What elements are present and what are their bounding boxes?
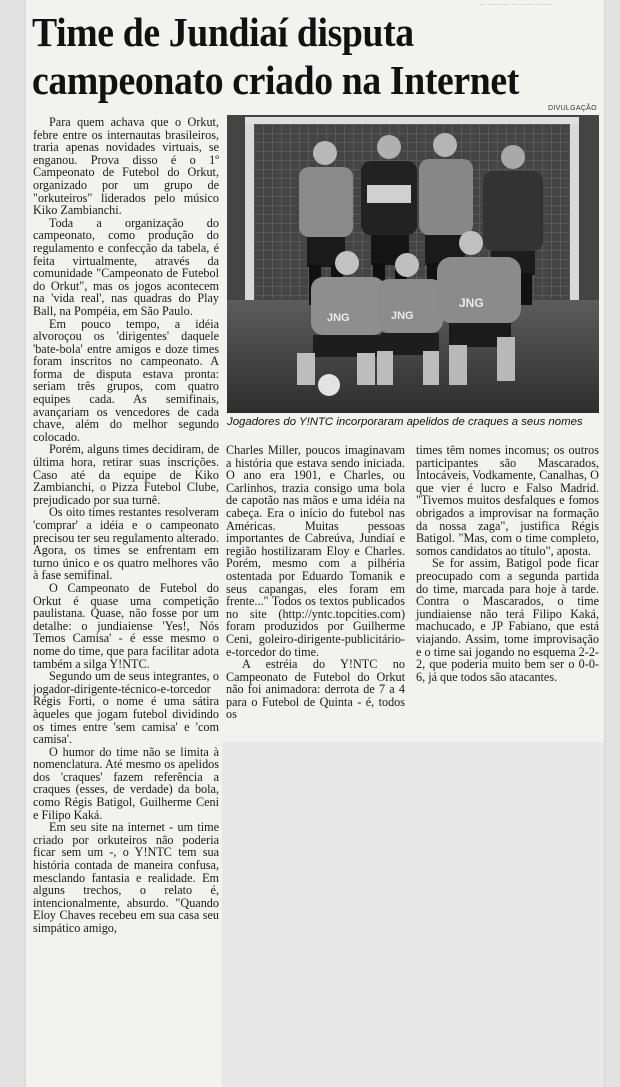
headline-line-2: campeonato criado na Internet <box>32 57 519 103</box>
paragraph: Segundo um de seus integrantes, o jogador-dirigente-técnico-e-torcedor Régis Forti, o nome é uma sátira àqueles que jogam futebol dividindo os times entre 'sem camisa' e 'com camisa'. <box>33 669 219 747</box>
article-column-3 <box>416 444 599 683</box>
jersey-logo: JNG <box>327 312 350 324</box>
paragraph: Charles Miller, poucos imaginavam a história que estava sendo iniciada. O ano era 1901, e Charles, ou Carlinhos, trazia consigo uma bola de capotão nas mãos e uma idéia na cabeça. Era o início do futebol nas Américas. Muitas pessoas importantes de Cabreúva, Jundiaí e região hostilizaram Eloy e Charles. Porém, mesmo com a pilhéria ostentada por Eduardo Tomanik e seus capangas, eles foram em frente..." Todos os textos publicados no site (http://yntc.topcities.com) foram produzidos por Guilherme Ceni, goleiro-dirigente-publicitário-e-torcedor do time. <box>226 443 405 659</box>
photo-credit: DIVULGAÇÃO <box>548 105 597 112</box>
paragraph: Para quem achava que o Orkut, febre entre os internautas brasileiros, traria apenas novidades virtuais, se enganou. Prova disso é o 1º Campeonato de Futebol do Orkut, organizado por um grupo de "orkuteiros" liderados pelo músico Kiko Zambianchi. <box>33 116 219 218</box>
paragraph: times têm nomes incomus; os outros participantes são Mascarados, Intocáveis, Vodkamente, Canalhas, O que vier é lucro e Falso Madrid. "Tivemos muitos desfalques e fomos obrigados a improvisar na formação da nossa zaga", justifica Régis Batigol. "Mas, com o time completo, somos candidatos ao título", aposta. <box>416 443 599 558</box>
headline <box>32 8 547 104</box>
team-photo-illustration <box>227 115 599 413</box>
blank-area <box>222 742 604 1087</box>
paragraph: Os oito times restantes resolveram 'comprar' a idéia e o campeonato precisou ter seu regulamento alterado. Agora, os times se enfrentam em turno único e os quatro melhores vão à fase semifinal. <box>33 505 219 583</box>
paragraph: Porém, alguns times decidiram, de última hora, retirar suas inscrições. Caso até da equipe de Kiko Zambianchi, o Pizza Futebol Clube, prejudicado por sua turnê. <box>33 442 219 507</box>
paragraph: O Campeonato de Futebol do Orkut é quase uma competição paulistana. Quase, não fosse por um detalhe: o jundiaiense 'Yes!, Nós Temos Camisa' - é esse mesmo o nome do time, que para facilitar adota também a silga Y!NTC. <box>33 580 219 671</box>
jersey-logo: JNG <box>459 296 484 310</box>
paragraph: O humor do time não se limita à nomenclatura. Até mesmo os apelidos dos 'craques' fazem referência a craques (esses, de verdade) da bola, como Régis Batigol, Guilherme Ceni e Filipo Kaká. <box>33 744 219 822</box>
goal-post-right <box>570 117 579 302</box>
paragraph: Toda a organização do campeonato, como produção do regulamento e confecção da tabela, é feita virtualmente, através da comunidade "Campeonato de Futebol do Orkut", mas os jogos acontecem na 'vida real', nas quadras do Play Ball, na Pompéia, em São Paulo. <box>33 215 219 318</box>
article-column-1 <box>33 116 219 1082</box>
jersey-logo: JNG <box>391 310 414 322</box>
paragraph: Em seu site na internet - um time criado por orkuteiros não poderia ficar sem um -, o Y!NTC tem sua história contada de maneira confusa, mesclando fantasia e realidade. Em alguns trechos, o relato é, intencionalmente, absurdo. "Quando Eloy Chaves recebeu em sua casa seu simpático amigo, <box>33 820 219 935</box>
photo-caption: Jogadores do Y!NTC incorporaram apelidos de craques a seus nomes <box>227 416 583 428</box>
paragraph: Em pouco tempo, a idéia alvoroçou os 'dirigentes' daquele 'bate-bola' entre amigos e doze times foram inscritos no campeonato. A forma de disputa estava pronta: seriam três grupos, com quatro equipes cada. As semifinais, avançariam os vencedores de cada chave, além do melhor segundo colocado. <box>33 316 219 444</box>
team-photo <box>227 115 599 413</box>
headline-line-1: Time de Jundiaí disputa <box>32 9 414 55</box>
goal-crossbar <box>245 117 579 124</box>
paragraph: Se for assim, Batigol pode ficar preocupado com a segunda partida do time, marcada para hoje à tarde. Contra o Mascarados, o time jundiaiense não terá Filipo Kaká, machucado, e JP Fabiano, que está viajando. Assim, tome improvisação e o time sai jogando no esquema 2-2-2, que poderia muito bem ser o 0-0-6, já que todos são atacantes. <box>416 556 599 684</box>
goal-post-left <box>245 117 254 302</box>
paragraph: A estréia do Y!NTC no Campeonato de Futebol do Orkut não foi animadora: derrota de 7 a 4 para o Futebol de Quinta - é, todos os <box>226 657 405 722</box>
page-strip: --- ---------- -- ------- -------- <box>480 2 553 8</box>
soccer-ball <box>318 374 340 396</box>
article-column-2 <box>226 444 405 721</box>
